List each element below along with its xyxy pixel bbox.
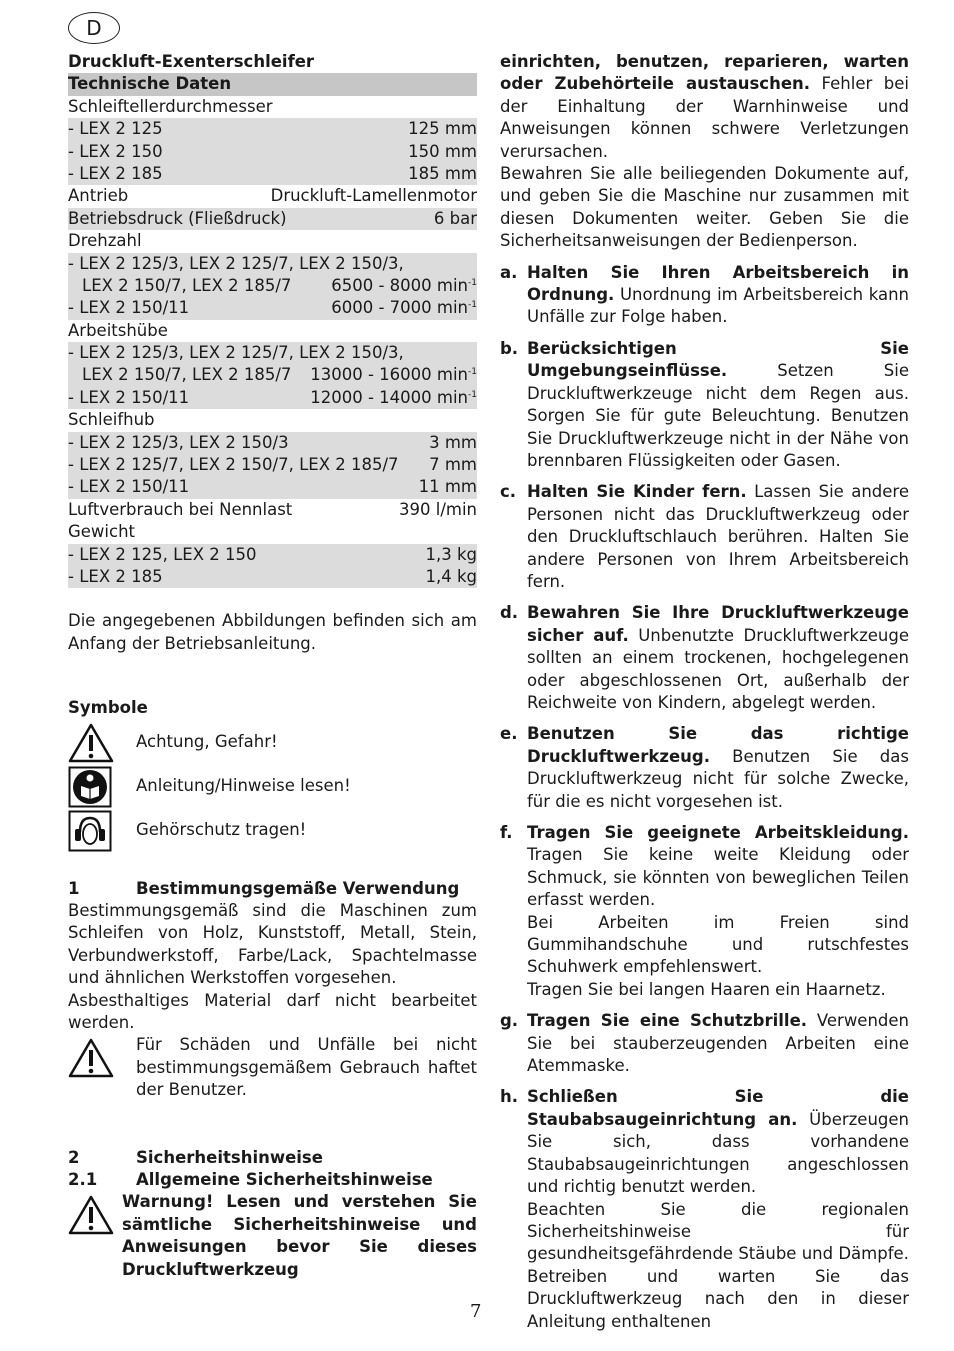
technical-data-row	[68, 118, 477, 140]
safety-item	[500, 1086, 909, 1332]
technical-data-label: - LEX 2 150	[68, 141, 163, 161]
safety-item-letter: g.	[500, 1011, 519, 1031]
technical-data-label: Drehzahl	[68, 231, 142, 251]
technical-data-label: - LEX 2 150/11	[68, 298, 190, 318]
safety-item-text: Tragen Sie geeignete Arbeitskleidung. Tragen Sie keine weite Kleidung oder Schmuck, sie könnten von beweglichen Teilen erfasst werden.	[527, 823, 909, 910]
technical-data-value: 1,3 kg	[425, 544, 477, 564]
technical-data-row	[68, 185, 477, 207]
right-column	[500, 51, 909, 1342]
technical-data-header: Technische Daten	[68, 73, 477, 95]
technical-data-value: 1,4 kg	[425, 567, 477, 586]
safety-item-letter: c.	[500, 482, 517, 502]
section-1-paragraph: Bestimmungsgemäß sind die Maschinen zum Schleifen von Holz, Kunststoff, Metall, Stein, Verbundwerkstoff, Farbe/Lack, Spachtelmasse und ähnlichen Werkstoffen vorgesehen.	[68, 901, 477, 988]
technical-data-row	[68, 208, 477, 230]
section-1-asbestos-note: Asbesthaltiges Material darf nicht bearbeitet werden.	[68, 990, 477, 1033]
technical-data-label: - LEX 2 125/7, LEX 2 150/7, LEX 2 185/7	[68, 455, 399, 475]
warning-triangle-icon	[68, 1034, 136, 1101]
warning-triangle-icon	[68, 722, 114, 764]
safety-item	[500, 338, 909, 472]
technical-data-label: Gewicht	[68, 522, 136, 542]
technical-data-row	[68, 364, 477, 386]
safety-item	[500, 262, 909, 329]
technical-data-value: 11 mm	[418, 477, 477, 497]
technical-data-row	[68, 499, 477, 521]
technical-data-label: Antrieb	[68, 186, 129, 206]
technical-data-label: - LEX 2 125/3, LEX 2 150/3	[68, 432, 289, 452]
symbol-label: Gehörschutz tragen!	[136, 820, 307, 840]
warning-triangle-icon	[68, 1191, 122, 1281]
technical-data-label: - LEX 2 150/11	[68, 477, 190, 497]
safety-item-extra: Tragen Sie bei langen Haaren ein Haarnetz.	[527, 979, 886, 999]
section-1-heading: 1 Bestimmungsgemäße Verwendung	[68, 878, 460, 898]
technical-data-value: 185 mm	[408, 163, 477, 183]
safety-item-text: Schließen Sie die Staubabsaugeinrichtung an. Überzeugen Sie sich, dass vorhandene Staubabsaugeinrichtungen angeschlossen und richtig benutzt werden.	[527, 1087, 909, 1197]
technical-data-label: - LEX 2 125/3, LEX 2 125/7, LEX 2 150/3,	[68, 253, 404, 273]
technical-data-value: 7 mm	[429, 455, 477, 475]
technical-data-row	[68, 141, 477, 163]
read-manual-icon	[68, 766, 114, 808]
technical-data-value: 13000 - 16000 $\min^{-1}$	[310, 365, 477, 385]
technical-data-label: Betriebsdruck (Fließdruck)	[68, 208, 287, 228]
safety-item	[500, 1010, 909, 1077]
safety-item-text: Benutzen Sie das richtige Druckluftwerkzeug. Benutzen Sie das Druckluftwerkzeug nicht für solche Zwecke, für die es nicht vorgesehen ist.	[527, 724, 909, 811]
technical-data-label: Luftverbrauch bei Nennlast	[68, 499, 293, 519]
technical-data-value: 6000 - 7000 $\min^{-1}$	[331, 298, 477, 318]
technical-data-table	[68, 73, 477, 588]
symbol-row	[68, 810, 477, 852]
symbol-label: Anleitung/Hinweise lesen!	[136, 776, 351, 796]
technical-data-row	[68, 96, 477, 118]
safety-item-letter: e.	[500, 724, 518, 744]
technical-data-row	[68, 275, 477, 297]
keep-documents-note: Bewahren Sie alle beiliegenden Dokumente auf, und geben Sie die Maschine nur zusammen mit diesen Dokumenten weiter. Geben Sie die Sicherheitsanweisungen der Bedienperson.	[500, 164, 909, 251]
safety-item	[500, 822, 909, 1001]
technical-data-label: - LEX 2 185	[68, 163, 163, 183]
safety-item	[500, 723, 909, 813]
technical-data-label: - LEX 2 150/11	[68, 387, 190, 407]
technical-data-label: - LEX 2 125/3, LEX 2 125/7, LEX 2 150/3,	[68, 343, 404, 363]
technical-data-row	[68, 320, 477, 342]
safety-item-text: Berücksichtigen Sie Umgebungseinflüsse. Setzen Sie Druckluftwerkzeuge nicht dem Regen aus. Sorgen Sie für gute Beleuchtung. Benutzen Sie Druckluftwerkzeuge nicht in der Nähe von brennbaren Flüssigkeiten oder Gasen.	[527, 338, 909, 470]
safety-item-text: Halten Sie Kinder fern. Lassen Sie andere Personen nicht das Druckluftwerkzeug oder den Druckluftschlauch berühren. Halten Sie andere Personen von Ihrem Arbeitsbereich fern.	[527, 482, 909, 591]
document-title: Druckluft-Exenterschleifer	[68, 52, 315, 71]
technical-data-row	[68, 409, 477, 431]
technical-data-value: 125 mm	[408, 119, 477, 139]
symbol-row	[68, 766, 477, 808]
technical-data-label: Arbeitshübe	[68, 320, 168, 340]
figures-note: Die angegebenen Abbildungen befinden sich am Anfang der Betriebsanleitung.	[68, 611, 477, 653]
safety-item-letter: b.	[500, 338, 519, 358]
technical-data-label: - LEX 2 185	[68, 567, 163, 586]
safety-item	[500, 602, 909, 714]
technical-data-row	[68, 454, 477, 476]
technical-data-label: - LEX 2 125	[68, 119, 163, 139]
safety-item-letter: f.	[500, 823, 513, 842]
technical-data-value: 6500 - 8000 $\min^{-1}$	[331, 275, 477, 295]
safety-item-text: Bewahren Sie Ihre Druckluftwerkzeuge sicher auf. Unbenutzte Druckluftwerkzeuge sollten an einem trockenen, hochgelegenen oder abgeschlossenen Ort, außerhalb der Reichweite von Kindern, abgelegt werden.	[527, 603, 909, 712]
technical-data-label: Schleiftellerdurchmesser	[68, 96, 273, 116]
safety-item-letter: a.	[500, 262, 518, 282]
technical-data-row	[68, 476, 477, 498]
safety-item-text: Tragen Sie eine Schutzbrille. Verwenden Sie bei stauberzeugenden Arbeiten eine Atemmaske.	[527, 1011, 910, 1076]
safety-item-extra: Bei Arbeiten im Freien sind Gummihandschuhe und rutschfestes Schuhwerk empfehlenswert.	[527, 912, 909, 977]
left-column	[68, 51, 477, 1281]
language-badge: D	[68, 12, 120, 44]
technical-data-value: 12000 - 14000 $\min^{-1}$	[310, 387, 477, 407]
page-number: 7	[470, 1301, 482, 1322]
technical-data-value: 390 l/min	[399, 499, 477, 519]
technical-data-label: Schleifhub	[68, 410, 155, 430]
safety-item-letter: h.	[500, 1087, 519, 1107]
safety-item-extra: Betreiben und warten Sie das Druckluftwerkzeug nach den in dieser Anleitung enthaltenen	[527, 1266, 909, 1331]
general-safety-warning	[68, 1191, 477, 1281]
technical-data-value: 6 bar	[433, 208, 477, 228]
safety-item-extra: Beachten Sie die regionalen Sicherheitshinweise für gesundheitsgefährdende Stäube und Dämpfe.	[527, 1199, 909, 1264]
safety-item-text: Halten Sie Ihren Arbeitsbereich in Ordnung. Unordnung im Arbeitsbereich kann Unfälle zur Folge haben.	[527, 262, 909, 327]
technical-data-value: 3 mm	[429, 432, 477, 452]
symbols-heading: Symbole	[68, 698, 148, 718]
technical-data-row	[68, 342, 477, 364]
technical-data-row	[68, 387, 477, 409]
liability-warning-text: Für Schäden und Unfälle bei nicht bestimmungsgemäßem Gebrauch haftet der Benutzer.	[136, 1035, 477, 1100]
technical-data-label: LEX 2 150/7, LEX 2 185/7	[82, 365, 292, 385]
technical-data-row	[68, 544, 477, 566]
technical-data-row	[68, 253, 477, 275]
safety-list	[500, 262, 909, 1333]
safety-item	[500, 481, 909, 593]
technical-data-row	[68, 297, 477, 319]
technical-data-value: Druckluft-Lamellenmotor	[270, 186, 477, 206]
section-2-heading: 2 Sicherheitshinweise	[68, 1147, 323, 1167]
ear-protection-icon	[68, 810, 114, 852]
technical-data-value: 150 mm	[408, 141, 477, 161]
technical-data-label: - LEX 2 125, LEX 2 150	[68, 544, 257, 564]
technical-data-row	[68, 230, 477, 252]
technical-data-row	[68, 432, 477, 454]
technical-data-row	[68, 521, 477, 543]
symbol-label: Achtung, Gefahr!	[136, 732, 278, 752]
section-2-1-heading: 2.1 Allgemeine Sicherheitshinweise	[68, 1170, 433, 1190]
liability-warning	[68, 1034, 477, 1101]
symbols-list	[68, 722, 477, 852]
technical-data-row	[68, 566, 477, 588]
safety-item-letter: d.	[500, 603, 519, 623]
general-safety-warning-text: Warnung! Lesen und verstehen Sie sämtliche Sicherheitshinweise und Anweisungen bevor Sie dieses Druckluftwerkzeug	[122, 1192, 477, 1279]
technical-data-label: LEX 2 150/7, LEX 2 185/7	[82, 275, 292, 295]
warning-continuation: einrichten, benutzen, reparieren, warten oder Zubehörteile austauschen. Fehler bei der Einhaltung der Warnhinweise und Anweisungen können schwere Verletzungen verursachen.	[500, 52, 910, 161]
technical-data-row	[68, 163, 477, 185]
symbol-row	[68, 722, 477, 764]
